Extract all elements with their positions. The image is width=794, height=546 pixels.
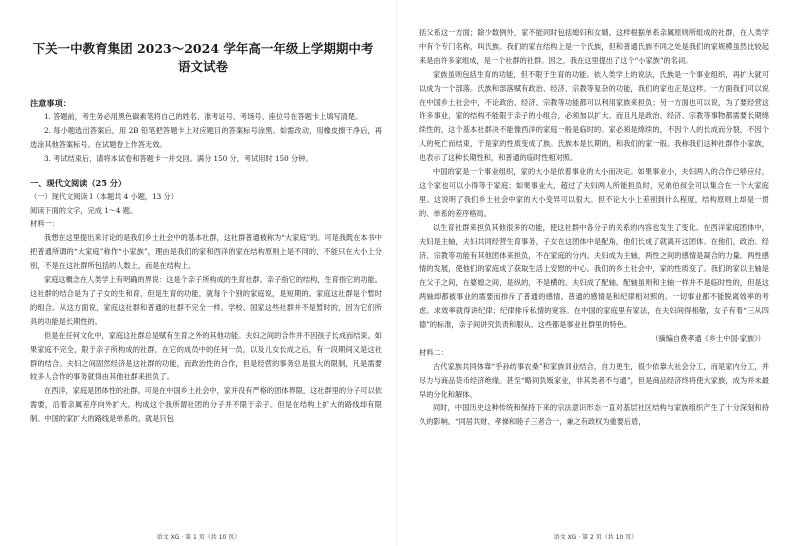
exam-title: 下关一中教育集团 2023～2024 学年高一年级上学期期中考 xyxy=(32,41,374,56)
passage-paragraph: 古代家族共同体靠“乎孙纺事农桑”和家族训业结合，自力更生，很少依靠大社会分工，而是家内分工，并尽力与商品货币经济绝缘。甚至“略同负贩家业，非其类者不与通”，但是商品经济终将使大家族，成为并未最早的分化和解体。 xyxy=(419,361,769,399)
passage-paragraph: 括父系这一方面；除少数例外，家不能同时包括媳妇和女婿。这样根据单系亲属原则所组成的社群，在人类学中有个专门名称，叫氏族。我们的家在结构上是一个氏族，但和普通氏族不同之处是我们的家规模虽然比较起来是由许多家组成，是一个社群的社群。因之，我在这里提出了这个“小家族”的名词。 xyxy=(419,28,769,65)
source-citation: （摘编自费孝通《乡土中国·家族》） xyxy=(651,333,765,343)
notice-item-2: 2. 每小题选出答案后，用 2B 铅笔把答题卡上对应题目的答案标号涂黑。如需改动，用橡皮擦干净后，再选涂其他答案标号。在试题卷上作答无效。 xyxy=(30,125,382,149)
page-footer: 语文 XG · 第 2 页（共 10 页） xyxy=(553,534,638,541)
passage-paragraph: 但是在任何文化中，家庭这社群总是赋有生育之外的其他功能。夫妇之间的合作并不因孩子长成而结束。如果家庭不完全，限于亲子所构成的社群，在它的成员中的任何一员，以及儿女长成之后，有一段期间又是这社群的结合。夫妇之间固然经济是这社群的功能，而政治性的合作，但是经营的事务总是很大的限制，凡是需要较多人合作的事务就得由其他社群来担负了。 xyxy=(30,330,382,382)
notice-item-1: 1. 答题前，考生务必用黑色碳素笔将自己的姓名、准考证号、考场号、座位号在答题卡上填写清楚。 xyxy=(44,112,363,121)
right-page xyxy=(397,0,794,546)
notice-item-3: 3. 考试结束后，请将本试卷和答题卡一并交回。满分 150 分，考试用时 150 分钟。 xyxy=(44,153,313,163)
exam-subtitle: 语文试卷 xyxy=(177,59,228,74)
page-footer: 语文 XG · 第 1 页（共 10 页） xyxy=(156,534,241,541)
passage-paragraph: 家族虽则包括生育的功能，但不限于生育的功能。依人类学上的说法，氏族是一个事业组织，再扩大就可以成为一个部落。氏族和部落赋有政治、经济、宗教等复杂的功能，我们的家也正是这样。一方面我们可以说在中国乡土社会中，不论政治、经济、宗教等功能都可以利用家族来担负；另一方面也可以说，为了要经营这许多事业，家的结构不能限于亲子的小组合，必须加以扩大。而且凡是政治、经济、宗教等事物都需要长期绵续性的，这个基本社群决不能像西洋的家庭一般是临时的。家必须是绵续的，不因个人的长成而分裂，不因个人的死亡而结束，于是家的性质变成了族。氏族本是长期的，和我们的家一般。我称我们这种社群作小家族，也表示了这种长期性和，和普通的临时性相对照。 xyxy=(419,69,769,163)
subsection-heading: （一）现代文阅读 I（本题共 4 小题，13 分） xyxy=(30,191,178,201)
passage-paragraph: 中国的家是一个事业组织，家的大小是依着事业的大小而决定。如果事业小，夫妇两人的合作已够应付，这个家也可以小得等于家庭；如果事业大，超过了夫妇两人所能担负时，兄弟伯叔全可以集合在一个大家庭里。这说明了我们乡土社会中家的大小变异可以很大。但不论大小上差别到什么程度，结构原则上却是一贯的、单系的差序格局。 xyxy=(419,167,769,218)
reading-instruction: 阅读下面的文字，完成 1～4 题。 xyxy=(30,205,138,215)
passage-paragraph: 同时，中国历史这种传统和保持下来的宗法意识形态一直对基层社区结构与家族组织产生了十分深刻和持久的影响。“同居共财、孝悌和睦子三者合一，兼之有政权为重要后盾， xyxy=(419,403,769,427)
material-label: 材料一： xyxy=(30,219,59,229)
notice-heading: 注意事项： xyxy=(30,98,71,108)
passage-paragraph: 我想在这里提出来讨论的是我们乡土社会中的基本社群，这社群普通被称为“大家庭”的。可是我既在本书中把普通所谓的“大家庭”称作“小家族”，理由是我们的家和西洋的家在结构原则上是不同的，不能只在大小上分别，不是在这社群所包括的人数上，而是在结构上。 xyxy=(30,233,382,271)
right-page-content xyxy=(419,26,769,429)
left-page-content xyxy=(30,96,382,426)
passage-paragraph: 家庭这概念在人类学上有明确的界说：这是个亲子所构成的生育社群。亲子指它的结构，生育指它的功能。这社群的结合是为了子女的生和育，但是生育的功能，就每个个别的家庭说，是短期的。家庭这社群是个暂时的组合。从这方面说，家庭这社群和普通的社群不完全一样。学校、国家这些社群并不是暂时的，因为它们所具的功能是长期性的。 xyxy=(30,275,382,326)
section-heading: 一、现代文阅读（25 分） xyxy=(30,177,127,188)
material-label: 材料二： xyxy=(419,347,448,357)
passage-paragraph: 在西洋，家庭是团体性的社群。可是在中国乡土社会中，家并没有严格的团体界限，这社群里的分子可以依需要，沿着亲属差序向外扩大。构成这个我所谓社团的分子并不限于亲子。但是在结构上扩大的路线却有限制。中国的家扩大的路线是单系的，就是只包 xyxy=(30,386,382,424)
passage-paragraph: 以生育社群来担负其他很多的功能，使这社群中各分子的关系的内容也发生了变化。在西洋家庭团体中，夫妇是主轴，夫妇共同经营生育事务，子女在这团体中是配角，他们长成了就离开这团体。在他们，政治、经济、宗教等功能有其他团体来担负，不在家庭的分内。夫妇成为主轴，两性之间的感情是凝合的力量。两性感情的发展，使他们的家庭成了获取生活上安慰的中心。我们的乡土社会中，家的性质变了。我们的家以主轴是在父子之间，在婆媳之间，是纵的，不是横的。夫妇成了配轴。配轴虽则和主轴一样并不是临时性的，但是这两轴却都被事业的需要而排斥了普通的感情。普通的感情是和纪律相对照的。一切事业都不能脱离效率的考虑。求效率就得讲纪律；纪律排斥私情的宽容。在中国的家庭里有家法，在夫妇间得相敬，女子有着“三从四德”的标准，亲子间讲究负责和服从。这些都是事业社群里的特色。 xyxy=(419,222,769,330)
